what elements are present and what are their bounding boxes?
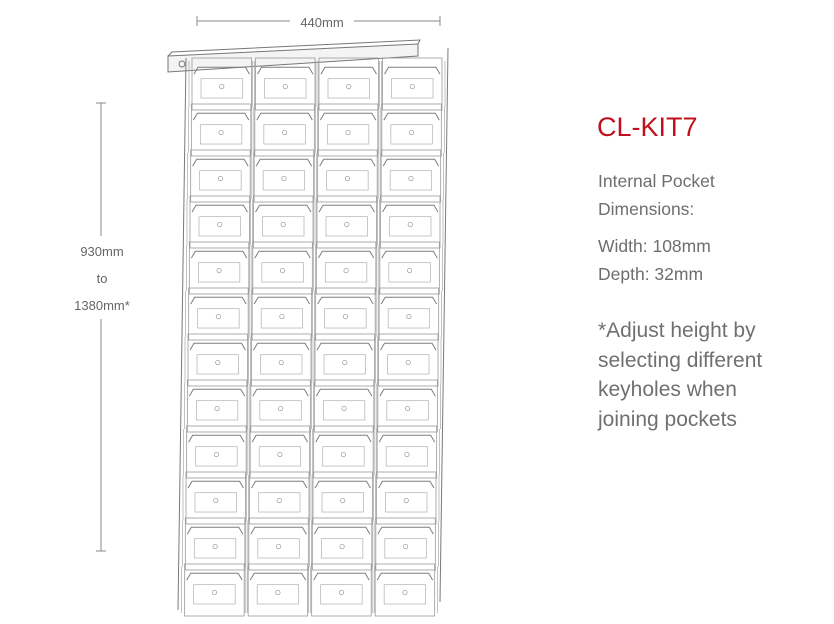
pocket-front-lip <box>187 573 243 580</box>
pocket-window <box>325 263 367 282</box>
pocket-front-lip <box>251 527 307 534</box>
pocket-window <box>325 309 367 328</box>
pocket-keyhole <box>347 84 351 88</box>
pocket-window <box>327 171 369 190</box>
pocket-window <box>391 125 433 144</box>
pocket-window <box>260 401 302 420</box>
pocket-window <box>386 493 428 512</box>
product-code: CL-KIT7 <box>597 112 698 142</box>
pocket-window <box>194 539 236 558</box>
pocket-window <box>389 263 431 282</box>
pocket-dimensions <box>598 167 715 288</box>
pocket-front-lip <box>384 113 440 120</box>
pocket-window <box>327 125 369 144</box>
width-dimension-label: 440mm <box>290 15 354 30</box>
pocket-window <box>196 401 238 420</box>
pocket-heading-line2: Dimensions: <box>598 199 695 219</box>
pocket-keyhole <box>403 590 407 594</box>
pocket-keyhole <box>283 84 287 88</box>
pocket-window <box>326 217 368 236</box>
pocket-front-lip <box>250 573 305 580</box>
pocket-front-lip <box>385 67 441 74</box>
pocket-window <box>322 493 364 512</box>
pocket-keyhole <box>409 176 413 180</box>
pocket-keyhole <box>404 498 408 502</box>
height-max-label: 1380mm* <box>62 292 142 319</box>
pocket-front-lip <box>380 389 436 396</box>
note-line4: joining pockets <box>598 407 737 431</box>
height-to-label: to <box>62 265 142 292</box>
pocket-front-lip <box>319 205 375 212</box>
pocket-front-lip <box>253 389 309 396</box>
pocket-front-lip <box>254 343 310 350</box>
pocket-keyhole <box>214 498 218 502</box>
pocket-front-lip <box>316 435 372 442</box>
pocket-window <box>259 493 301 512</box>
pocket-keyhole <box>278 406 282 410</box>
pocket-keyhole <box>217 268 221 272</box>
pocket-keyhole <box>219 130 223 134</box>
pocket-keyhole <box>407 314 411 318</box>
pocket-window <box>323 401 365 420</box>
pocket-keyhole <box>282 176 286 180</box>
pocket-front-lip <box>383 159 439 166</box>
pocket-window <box>196 447 238 466</box>
pocket-keyhole <box>407 268 411 272</box>
pocket-window <box>263 171 305 190</box>
pocket-keyhole <box>278 452 282 456</box>
pocket-keyhole <box>218 222 222 226</box>
pocket-front-lip <box>320 113 376 120</box>
pocket-window <box>390 217 432 236</box>
pocket-window <box>261 309 303 328</box>
pocket-front-lip <box>315 481 371 488</box>
pocket-keyhole <box>342 406 346 410</box>
pocket-window <box>262 263 304 282</box>
pocket-window <box>261 355 303 374</box>
pocket-depth: Depth: 32mm <box>598 264 704 284</box>
pocket-keyhole <box>213 544 217 548</box>
pocket-front-lip <box>383 205 439 212</box>
pocket-window <box>387 401 429 420</box>
pocket-front-lip <box>254 297 309 304</box>
pocket-window <box>321 585 363 604</box>
pocket-keyhole <box>343 360 347 364</box>
pocket-window <box>198 309 240 328</box>
pocket-width: Width: 108mm <box>598 236 711 256</box>
pocket-front-lip <box>316 389 372 396</box>
pocket-front-lip <box>382 251 438 258</box>
pocket-keyhole <box>403 544 407 548</box>
pocket-keyhole <box>346 130 350 134</box>
pocket-window <box>388 355 430 374</box>
pocket-front-lip <box>256 159 312 166</box>
pocket-window <box>321 539 363 558</box>
pocket-keyhole <box>410 84 414 88</box>
pocket-front-lip <box>256 205 312 212</box>
pocket-window <box>200 171 242 190</box>
pocket-front-lip <box>320 159 376 166</box>
pocket-window <box>258 539 300 558</box>
pocket-keyhole <box>276 590 280 594</box>
note-line3: keyholes when <box>598 378 737 401</box>
pocket-front-lip <box>318 251 374 258</box>
pocket-front-lip <box>381 343 437 350</box>
pocket-keyhole <box>280 268 284 272</box>
pocket-window <box>324 355 366 374</box>
pocket-keyhole <box>339 590 343 594</box>
pocket-keyhole <box>279 360 283 364</box>
pocket-front-lip <box>252 435 307 442</box>
pocket-front-lip <box>189 435 245 442</box>
pocket-keyhole <box>282 130 286 134</box>
pocket-keyhole <box>220 84 224 88</box>
pocket-window <box>201 79 243 98</box>
pocket-window <box>197 355 239 374</box>
pocket-window <box>200 125 242 144</box>
pocket-front-lip <box>192 205 248 212</box>
pocket-window <box>388 309 430 328</box>
pocket-front-lip <box>377 573 433 580</box>
pocket-front-lip <box>188 481 244 488</box>
pocket-front-lip <box>321 67 377 74</box>
pocket-keyhole <box>276 544 280 548</box>
pocket-keyhole <box>214 452 218 456</box>
pocket-front-lip <box>252 481 308 488</box>
pocket-front-lip <box>193 113 249 120</box>
pocket-keyhole <box>216 314 220 318</box>
pocket-keyhole <box>405 452 409 456</box>
pocket-front-lip <box>257 113 313 120</box>
height-dimension-label <box>62 238 142 319</box>
pocket-keyhole <box>218 176 222 180</box>
pocket-keyhole <box>406 360 410 364</box>
pocket-keyhole <box>344 268 348 272</box>
pocket-front-lip <box>255 251 311 258</box>
pocket-window <box>384 585 426 604</box>
pocket-window <box>257 585 299 604</box>
pocket-window <box>195 493 237 512</box>
pocket-window <box>199 217 241 236</box>
pocket-keyhole <box>215 406 219 410</box>
pocket-front-lip <box>379 481 435 488</box>
pocket-front-lip <box>314 527 370 534</box>
pocket-keyhole <box>212 590 216 594</box>
pocket-window <box>392 79 434 98</box>
pocket-window <box>386 447 428 466</box>
pocket-window <box>259 447 301 466</box>
pocket-front-lip <box>191 251 247 258</box>
pocket-front-lip <box>193 159 249 166</box>
pocket-front-lip <box>190 343 246 350</box>
pocket-front-lip <box>187 527 243 534</box>
pocket-keyhole <box>277 498 281 502</box>
pocket-keyhole <box>216 360 220 364</box>
pocket-window <box>323 447 365 466</box>
pocket-keyhole <box>280 314 284 318</box>
pocket-keyhole <box>281 222 285 226</box>
pocket-keyhole <box>345 176 349 180</box>
pocket-front-lip <box>318 297 374 304</box>
pocket-keyhole <box>343 314 347 318</box>
pocket-keyhole <box>340 544 344 548</box>
pocket-front-lip <box>314 573 370 580</box>
pocket-window <box>328 79 370 98</box>
pocket-keyhole <box>409 130 413 134</box>
pocket-keyhole <box>345 222 349 226</box>
pocket-window <box>264 125 306 144</box>
pocket-front-lip <box>189 389 245 396</box>
pocket-window <box>385 539 427 558</box>
pocket-keyhole <box>405 406 409 410</box>
pocket-heading-line1: Internal Pocket <box>598 171 715 191</box>
note-line1: *Adjust height by <box>598 319 756 342</box>
note-line2: selecting different <box>598 348 763 372</box>
pocket-front-lip <box>191 297 247 304</box>
pocket-front-lip <box>379 435 435 442</box>
height-adjust-note <box>598 316 828 434</box>
pocket-keyhole <box>341 498 345 502</box>
pocket-keyhole <box>341 452 345 456</box>
pocket-window <box>198 263 240 282</box>
pocket-front-lip <box>378 527 434 534</box>
pocket-window <box>390 171 432 190</box>
pocket-keyhole <box>408 222 412 226</box>
pocket-front-lip <box>258 67 314 74</box>
pocket-front-lip <box>317 343 373 350</box>
pocket-window <box>194 585 236 604</box>
height-min-label: 930mm <box>62 238 142 265</box>
pocket-window <box>265 79 307 98</box>
pocket-front-lip <box>381 297 437 304</box>
pocket-window <box>263 217 305 236</box>
